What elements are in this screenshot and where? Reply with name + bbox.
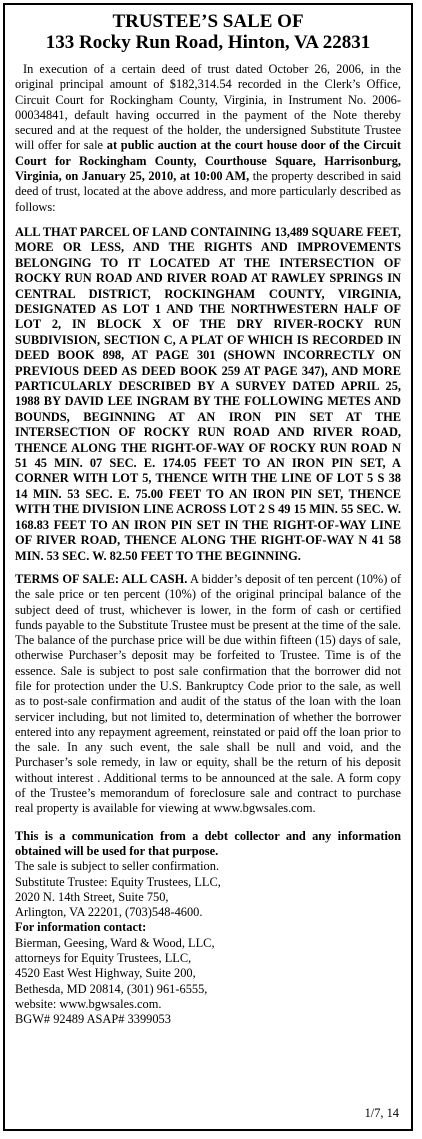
intro-text-1: In execution of a certain deed of trust dated October 26, 2006, in the original principal amount of $182,314.54 recorded in the Clerk’s Office, Circuit Court for Rockingham County, Virginia, in Instrument No. 2006-00034841, default having occurred in the payment of the Note thereby secured and at the request of the holder, the undersigned Substitute Trustee will offer for sale (15, 62, 401, 153)
property-address: 133 Rocky Run Road, Hinton, VA 22831 (45, 32, 371, 53)
contact-line: 4520 East West Highway, Suite 200, (15, 966, 196, 981)
terms-body: A bidder’s deposit of ten percent (10%) of the sale price or ten percent (10%) of the original principal balance of the subject deed of trust, whichever is lower, in the form of cash or certified funds payable to the Substitute Trustee must be present at the time of the sale. The balance of the purchase price will be due within fifteen (15) days of sale, otherwise Purchaser’s deposit may be forfeited to Trustee. Time is of the essence. Sale is subject to post sale confirmation that the borrower did not file for protection under the U.S. Bankruptcy Code prior to the sale, as well as to post-sale confirmation and audit of the status of the loan with the loan servicer including, but not limited to, determination of whether the borrower entered into any repayment agreement, reinstated or paid off the loan prior to the sale. In any such event, the sale shall be null and void, and the Purchaser’s sole remedy, in law or equity, shall be the return of his deposit without interest . Additional terms to be announced at the sale. A form copy of the Trustee’s memorandum of foreclosure sale and contract to purchase real property is available for viewing at www.bgwsales.com. (15, 571, 401, 816)
closing-line: The sale is subject to seller confirmation. (15, 859, 220, 874)
contact-line: Bethesda, MD 20814, (301) 961-6555, (15, 981, 208, 996)
closing-line: Arlington, VA 22201, (703)548-4600. (15, 905, 203, 920)
closing-line: 2020 N. 14th Street, Suite 750, (15, 889, 169, 904)
legal-notice (3, 3, 413, 1131)
contact-heading: For information contact: (15, 920, 147, 935)
debt-collector-notice: This is a communication from a debt collector and any information obtained will be used for that purpose. (15, 828, 401, 858)
terms-paragraph (15, 572, 401, 817)
contact-line: Bierman, Geesing, Ward & Wood, LLC, (15, 935, 215, 950)
contact-line: website: www.bgwsales.com. (15, 996, 162, 1011)
auction-details: at public auction at the court house door of the Circuit Court for Rockingham County, Courthouse Square, Harrisonburg, Virginia, on January 25, 2010, at 10:00 AM, (15, 138, 402, 184)
run-dates: 1/7, 14 (364, 1106, 399, 1120)
reference-numbers: BGW# 92489 ASAP# 3399053 (15, 1012, 171, 1027)
terms-heading: TERMS OF SALE: ALL CASH. (15, 571, 188, 586)
notice-title: TRUSTEE’S SALE OF (112, 11, 304, 32)
intro-paragraph (15, 62, 401, 215)
contact-line: attorneys for Equity Trustees, LLC, (15, 951, 192, 966)
intro-text-2: the property described in said deed of trust, located at the above address, and more particularly described as follows: (15, 169, 401, 214)
closing-line: Substitute Trustee: Equity Trustees, LLC, (15, 874, 221, 889)
legal-description: ALL THAT PARCEL OF LAND CONTAINING 13,489 SQUARE FEET, MORE OR LESS, AND THE RIGHTS AND IMPROVEMENTS BELONGING TO IT LOCATED AT THE INTERSECTION OF ROCKY RUN ROAD AND RIVER ROAD AT RAWLEY SPRINGS IN CENTRAL DISTRICT, ROCKINGHAM COUNTY, VIRGINIA, DESIGNATED AS LOT 1 AND THE NORTHWESTERN HALF OF LOT 2, IN BLOCK X OF THE DRY RIVER-ROCKY RUN SUBDIVISION, SECTION C, A PLAT OF WHICH IS RECORDED IN DEED BOOK 898, AT PAGE 301 (SHOWN INCORRECTLY ON PREVIOUS DEED AS DEED BOOK 259 AT PAGE 347), AND MORE PARTICULARLY DESCRIBED BY A SURVEY DATED APRIL 25, 1988 BY DAVID LEE INGRAM BY THE FOLLOWING METES AND BOUNDS, BEGINNING AT AN IRON PIN SET AT THE INTERSECTION OF ROCKY RUN ROAD AND RIVER ROAD, THENCE ALONG THE RIGHT-OF-WAY OF ROCKY RUN ROAD N 51 45 MIN. 07 SEC. E. 174.05 FEET TO AN IRON PIN SET, A CORNER WITH LOT 5, THENCE WITH THE LINE OF LOT 5 S 38 14 MIN. 53 SEC. E. 75.00 FEET TO AN IRON PIN SET, THENCE WITH THE DIVISION LINE ACROSS LOT 2 S 49 15 MIN. 55 SEC. W. 168.83 FEET TO AN IRON PIN SET IN THE RIGHT-OF-WAY LINE OF RIVER ROAD, THENCE ALONG THE RIGHT-OF-WAY N 41 58 MIN. 53 SEC. W. 82.50 FEET TO THE BEGINNING. (15, 224, 401, 563)
